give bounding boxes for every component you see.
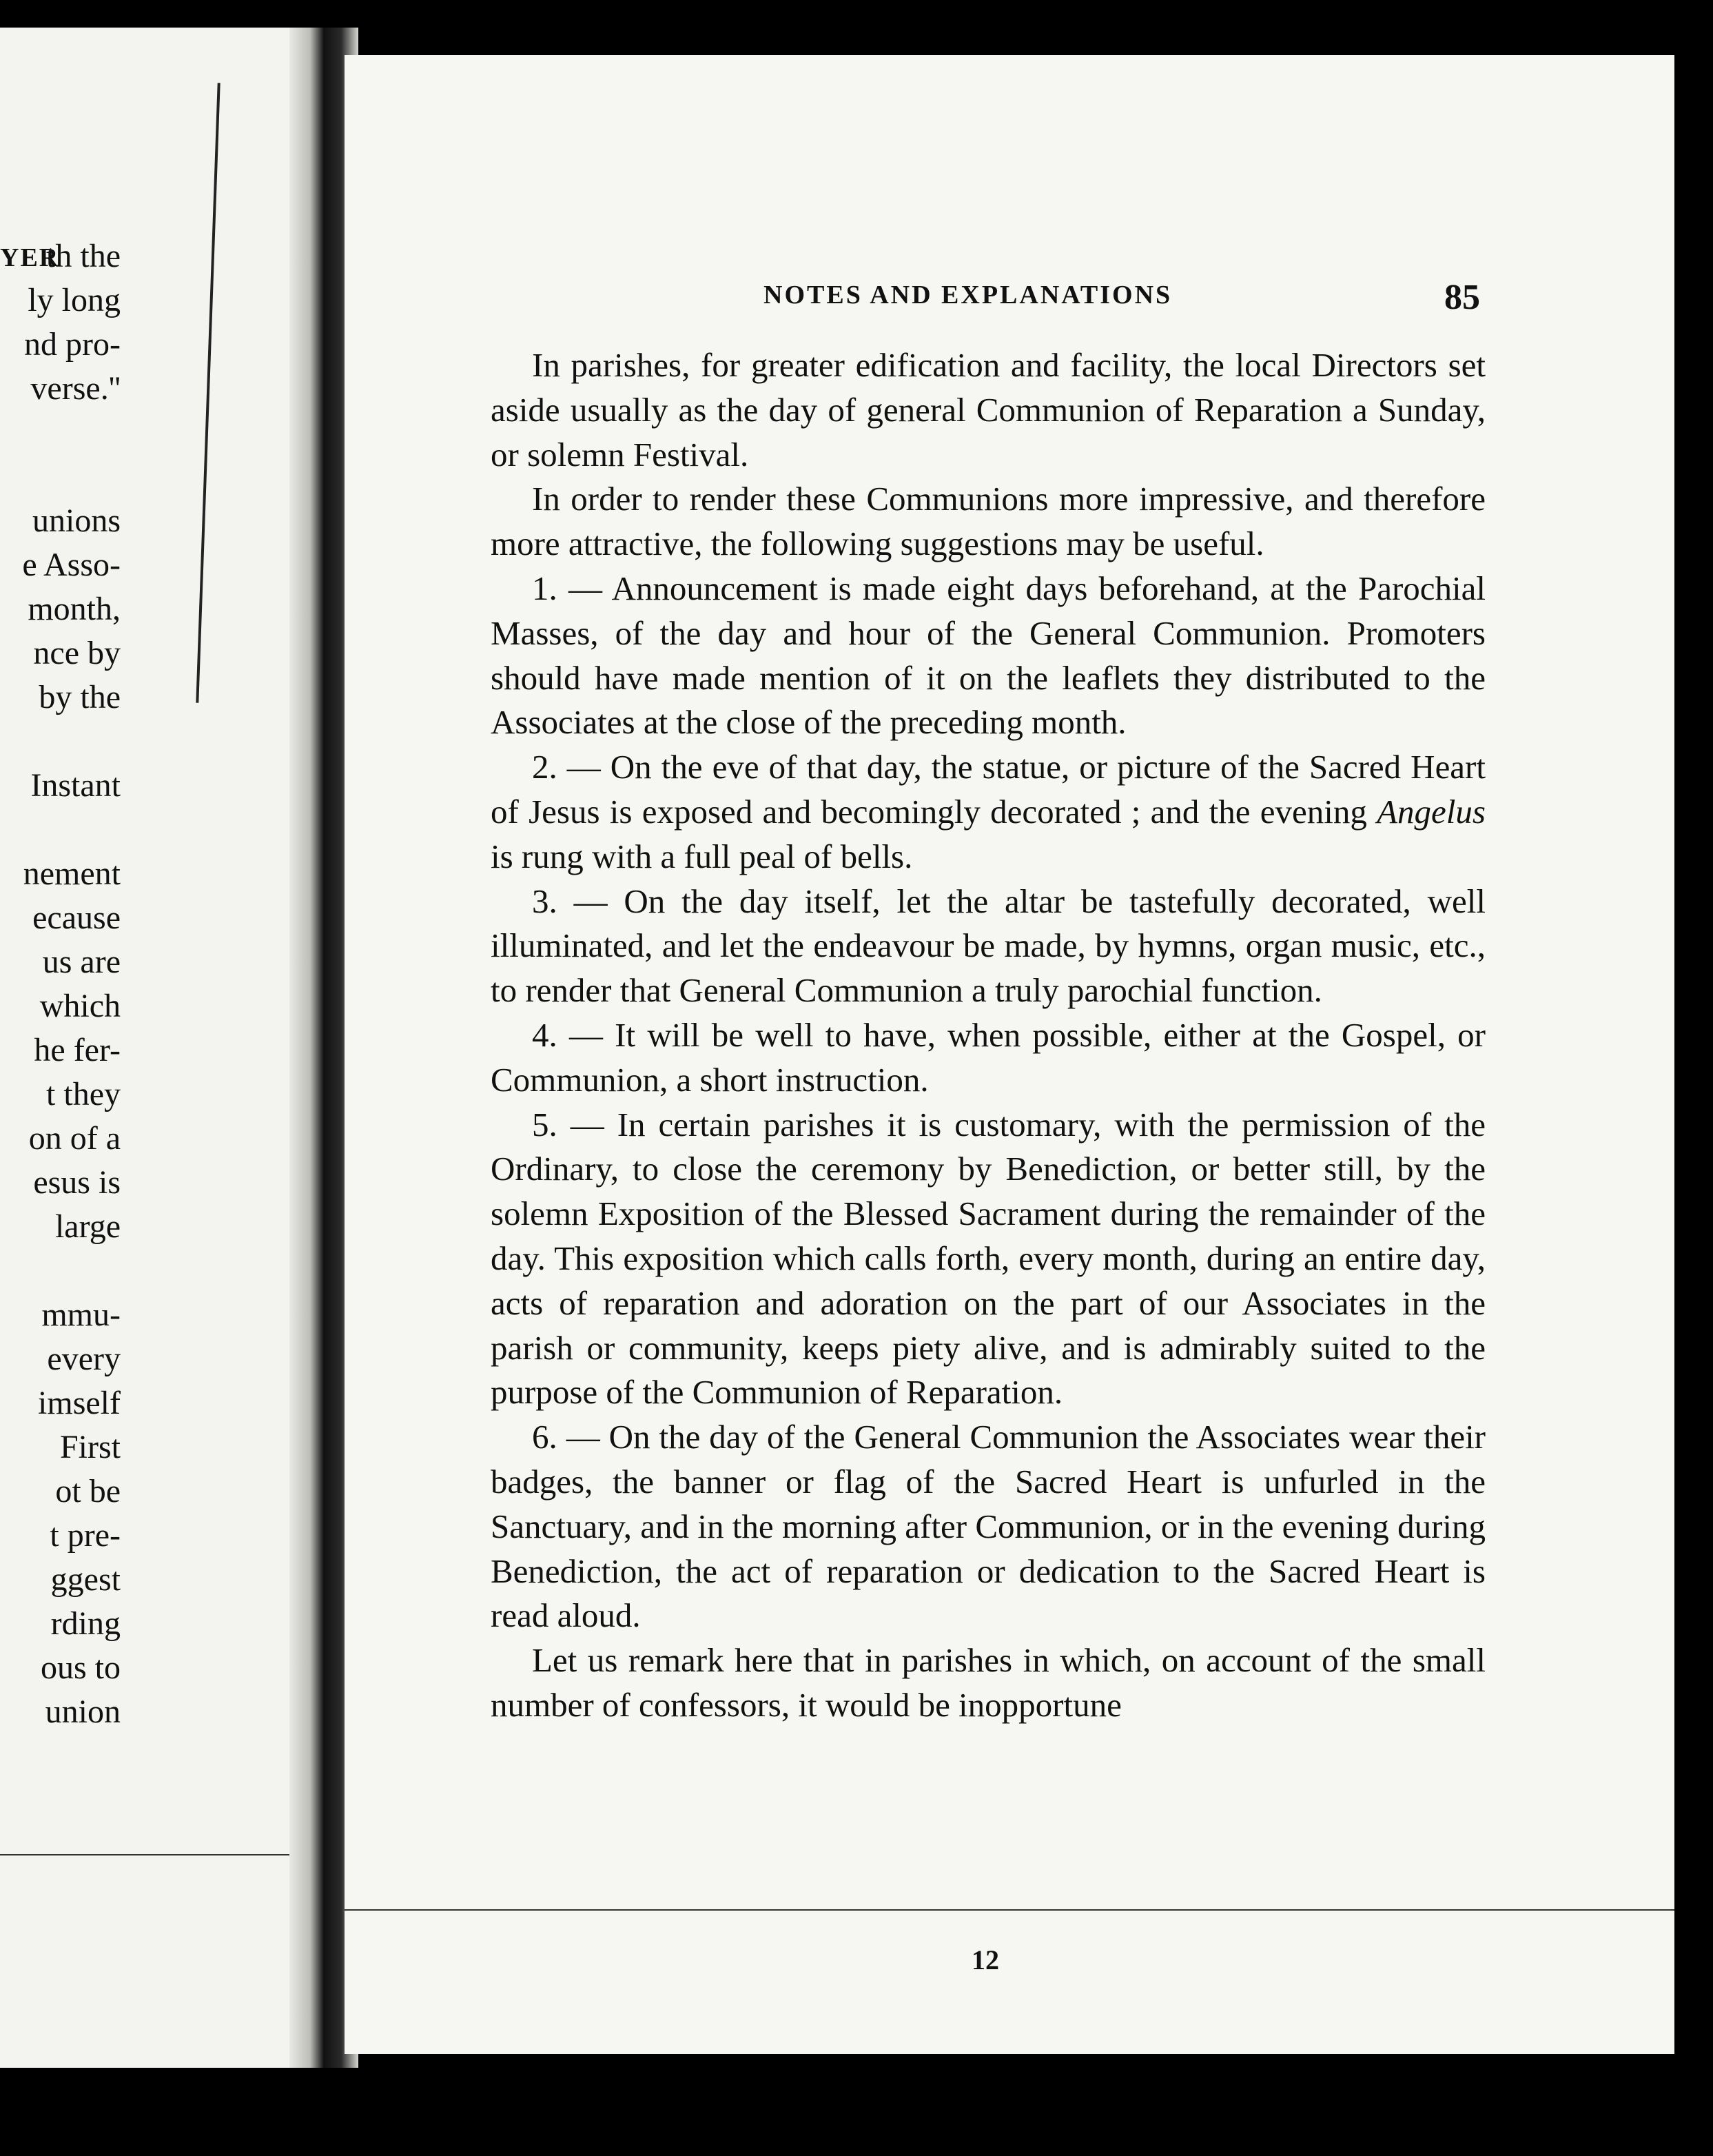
left-line: by the bbox=[39, 679, 121, 715]
left-line bbox=[0, 411, 121, 455]
margin-mark bbox=[196, 83, 220, 703]
paragraph-item-1: 1. — Announcement is made eight days beforehand, at the Parochial Masses, of the day and hour of the General Communion. Promoters should have made mention of it on the leaflets they distributed to the Associates at the close of the preceding month. bbox=[491, 569, 1486, 742]
left-line: he fer- bbox=[34, 1032, 121, 1068]
left-line: month, bbox=[28, 591, 121, 627]
left-line: Instant bbox=[30, 767, 121, 804]
left-line: th the bbox=[46, 238, 121, 274]
left-page bbox=[0, 28, 289, 2068]
left-line: on of a bbox=[28, 1120, 121, 1157]
signature-mark: 12 bbox=[972, 1944, 999, 1975]
left-line: rding bbox=[50, 1605, 121, 1642]
left-line: which bbox=[39, 988, 121, 1024]
right-page bbox=[345, 55, 1674, 2054]
left-line: ecause bbox=[32, 899, 121, 936]
left-line: large bbox=[54, 1208, 121, 1245]
paragraph-item-6: 6. — On the day of the General Communion the Associates wear their badges, the banner or flag of the Sacred Heart is unfurled in the Sanctuary, and in the morning after Communion, or in the evening during Benediction, the act of reparation or dedication to the Sacred Heart is read aloud. bbox=[491, 1418, 1486, 1635]
running-head bbox=[345, 277, 1674, 318]
paragraph-item-2 bbox=[491, 745, 1486, 879]
running-title: NOTES AND EXPLANATIONS bbox=[763, 281, 1173, 309]
paragraph-item-3: 3. — On the day itself, let the altar be tastefully decorated, well illuminated, and let the endeavour be made, by hymns, organ music, etc., to render that General Communion a truly parochial function. bbox=[491, 882, 1486, 1010]
left-line: ggest bbox=[50, 1561, 121, 1598]
left-line: unions bbox=[32, 502, 121, 539]
left-line: ly long bbox=[28, 282, 121, 318]
body-text bbox=[491, 343, 1486, 1728]
left-line: esus is bbox=[33, 1164, 121, 1201]
paragraph-item-4: 4. — It will be well to have, when possible, either at the Gospel, or Communion, a short instruction. bbox=[491, 1015, 1486, 1099]
left-line: nd pro- bbox=[24, 326, 121, 363]
paragraph-item-2-tail: is rung with a full peal of bells. bbox=[491, 837, 913, 875]
paragraph-item-2-text: 2. — On the eve of that day, the statue, or picture of the Sacred Heart of Jesus is exposed and becomingly decorated ; and the evening bbox=[491, 748, 1486, 831]
left-line: us are bbox=[42, 944, 121, 980]
left-line: mmu- bbox=[41, 1296, 121, 1333]
left-footer-rule bbox=[0, 1854, 289, 1855]
left-line: nce by bbox=[33, 635, 121, 671]
left-line: e Asso- bbox=[22, 547, 121, 583]
paragraph-item-5: 5. — In certain parishes it is customary, with the permission of the Ordinary, to close the ceremony by Benediction, or better still, by the solemn Exposition of the Blessed Sacrament during the remainder of the day. This exposition which calls forth, every month, during an entire day, acts of reparation and adoration on the part of our Associates in the parish or community, keeps piety alive, and is admirably suited to the purpose of the Communion of Reparation. bbox=[491, 1105, 1486, 1412]
paragraph-remark: Let us remark here that in parishes in which, on account of the small number of confessors, it would be inopportune bbox=[491, 1641, 1486, 1724]
page-number: 85 bbox=[1444, 278, 1480, 317]
left-line bbox=[0, 455, 121, 499]
angelus-italic: Angelus bbox=[1377, 792, 1486, 831]
left-line bbox=[0, 1249, 121, 1293]
paragraph-intro: In parishes, for greater edification and facility, the local Directors set aside usually as the day of general Communion of Reparation a Sunday, or solemn Festival. bbox=[491, 346, 1486, 474]
left-line: verse.'' bbox=[30, 370, 121, 407]
left-line: imself bbox=[38, 1385, 121, 1421]
left-line: nement bbox=[23, 855, 121, 892]
left-line: every bbox=[47, 1341, 121, 1377]
footer-rule bbox=[345, 1909, 1674, 1911]
paragraph-suggestions: In order to render these Communions more impressive, and therefore more attractive, the following suggestions may be useful. bbox=[491, 480, 1486, 563]
left-line bbox=[0, 808, 121, 852]
left-line bbox=[0, 720, 121, 764]
left-line: First bbox=[59, 1429, 121, 1465]
left-line: ot be bbox=[55, 1473, 121, 1509]
left-line: t pre- bbox=[50, 1517, 121, 1554]
left-line: union bbox=[45, 1694, 121, 1730]
left-running-head: YER bbox=[0, 243, 60, 272]
left-line: t they bbox=[46, 1076, 121, 1112]
left-line: ous to bbox=[40, 1649, 121, 1686]
left-page-text bbox=[0, 234, 121, 1734]
